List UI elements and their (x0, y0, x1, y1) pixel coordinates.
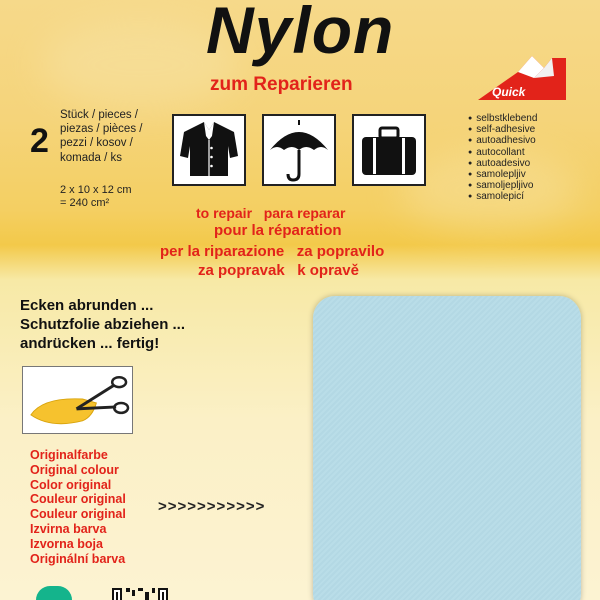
feature-item: ● samolepljiv (468, 169, 537, 180)
instructions: Ecken abrunden ... Schutzfolie abziehen ... andrücken ... fertig! (20, 297, 186, 352)
piece-count: 2 (30, 122, 49, 160)
fabric-swatch (313, 296, 581, 600)
umbrella-icon (262, 114, 336, 186)
feature-item: ● self-adhesive (468, 124, 537, 135)
repair-line-2: pour la réparation (214, 222, 342, 239)
brand-label: Quick (492, 85, 526, 99)
quick-logo (474, 56, 570, 102)
pieces-label: Stück / pieces / piezas / pièces / pezzi / kosov / komada / ks (60, 109, 143, 164)
qr-code (112, 588, 176, 600)
original-colour-list: Originalfarbe Original colour Color original Couleur original Couleur original Izvirna barva Izvorna boja Originální barva (30, 448, 126, 566)
suitcase-icon (352, 114, 426, 186)
repair-line-3: per la riparazione za popravilo (160, 243, 385, 260)
pointer-arrows: >>>>>>>>>>> (158, 498, 266, 515)
repair-line-4: za popravak k opravě (198, 262, 359, 279)
dimensions: 2 x 10 x 12 cm = 240 cm² (60, 184, 132, 209)
feature-item: ● autocollant (468, 147, 537, 158)
feature-item: ● samolepicí (468, 191, 537, 202)
feature-list (468, 113, 537, 203)
repair-line-1: to repair para reparar (196, 205, 346, 221)
feature-item: ● selbstklebend (468, 113, 537, 124)
hang-tab (36, 586, 72, 600)
product-subtitle: zum Reparieren (210, 74, 353, 95)
jacket-icon (172, 114, 246, 186)
scissors-icon (22, 366, 133, 434)
feature-item: ● samoljepljivo (468, 180, 537, 191)
feature-item: ● autoadesivo (468, 158, 537, 169)
product-title: Nylon (206, 0, 395, 67)
feature-item: ● autoadhesivo (468, 135, 537, 146)
